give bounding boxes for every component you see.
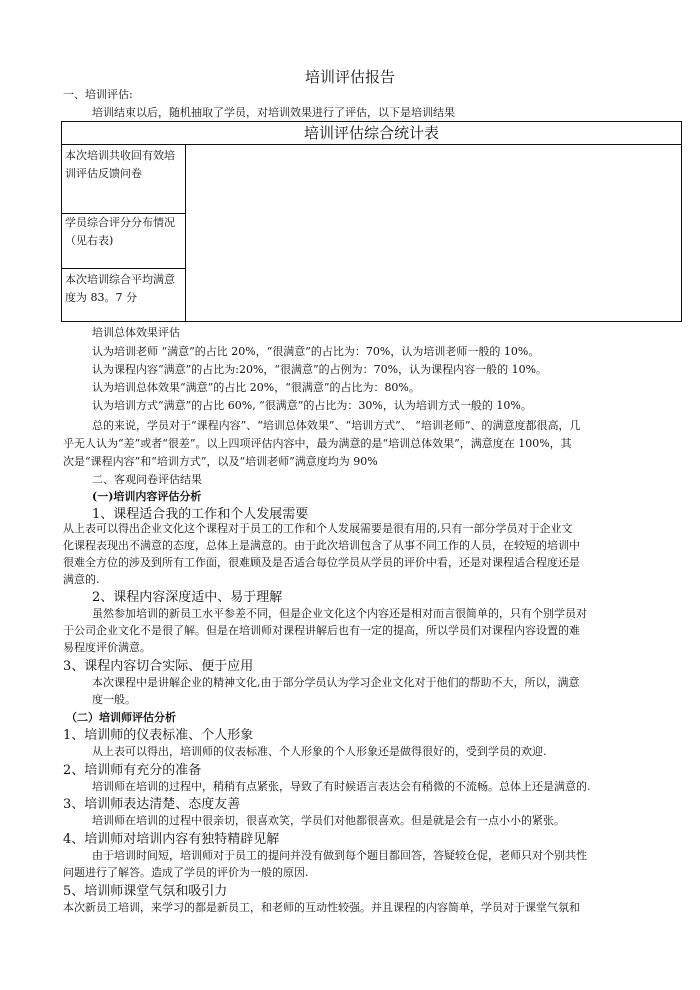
content-item-line: 满意的.: [63, 573, 100, 586]
stat-table-row-text: 本次培训综合平均满意度为 83。7 分: [65, 273, 175, 304]
trainer-item-line: 问题进行了解答。造成了学员的评价为一般的原因.: [63, 866, 309, 879]
trainer-item-title: 5、培训师课堂气氛和吸引力: [63, 884, 228, 899]
section-1-heading: 一、培训评估:: [63, 88, 133, 101]
stat-table-row-label: [62, 145, 186, 214]
trainer-item-text: 培训师在培训的过程中，稍稍有点紧张，导致了有时候语言表达会有稍微的不流畅。总体上还是满意的.: [92, 780, 591, 793]
content-item-title: 2、课程内容深度适中、易于理解: [92, 590, 283, 605]
content-item-line: 于公司企业文化不是很了解。但是在培训师对课程讲解后也有一定的提高，所以学员们对课程内容设置的难: [63, 624, 580, 637]
content-item-title: 1、课程适合我的工作和个人发展需要: [92, 507, 309, 522]
effect-line: 认为培训老师 “满意”的占比 20%，“很满意”的占比为：70%，认为培训老师一般的 10%。: [92, 345, 540, 358]
effect-line: 认为培训方式“满意”的占比 60%, “很满意”的占比为：30%，认为培训方式一般的 10%。: [92, 399, 532, 412]
trainer-item-title: 3、培训师表达清楚、态度友善: [63, 797, 241, 812]
stat-table-row-label: [62, 269, 186, 322]
content-item-line: 从上表可以得出企业文化这个课程对于员工的工作和个人发展需要是很有用的,只有一部分学员对于企业文: [63, 522, 573, 535]
trainer-item-title: 4、培训师对培训内容有独特精辟见解: [63, 832, 280, 847]
trainer-item-text: 从上表可以得出，培训师的仪表标准、个人形象的个人形象还是做得很好的，受到学员的欢迎.: [92, 745, 547, 758]
trainer-analysis-heading: （二）培训师评估分析: [66, 711, 176, 724]
content-item-line: 虽然参加培训的新员工水平参差不同，但是企业文化这个内容还是相对而言很简单的，只有个别学员对: [92, 607, 587, 620]
section-1-intro: 培训结束以后，随机抽取了学员，对培训效果进行了评估，以下是培训结果: [92, 106, 455, 119]
effect-summary-line: 总的来说，学员对于“课程内容”、“培训总体效果”、“培训方式”、 “培训老师”、的满意度都很高，几: [92, 419, 581, 432]
trainer-item-text: 培训师在培训的过程中很亲切，很喜欢笑，学员们对他都很喜欢。但是就是会有一点小小的紧张。: [92, 814, 565, 827]
content-analysis-heading: (一)培训内容评估分析: [92, 490, 202, 503]
stat-table: [61, 121, 682, 322]
trainer-item-title: 2、培训师有充分的准备: [63, 763, 202, 778]
content-item-line: 本次课程中是讲解企业的精神文化,由于部分学员认为学习企业文化对于他们的帮助不大，所以，满意: [92, 676, 580, 689]
effect-summary-line: 次是“课程内容”和“培训方式”，以及“培训老师”满意度均为 90%: [63, 455, 378, 468]
stat-table-row-label: [62, 214, 186, 269]
trainer-item-title: 1、培训师的仪表标准、个人形象: [63, 728, 254, 743]
section-2-heading: 二、客观问卷评估结果: [92, 473, 202, 486]
document-title: 培训评估报告: [304, 68, 395, 86]
stat-table-row-text: 本次培训共收回有效培训评估反馈问卷: [65, 149, 175, 180]
effect-heading: 培训总体效果评估: [92, 326, 180, 339]
content-item-title: 3、课程内容切合实际、便于应用: [63, 659, 254, 674]
stat-table-title: 培训评估综合统计表: [62, 122, 682, 145]
effect-line: 认为培训总体效果“满意”的占比 20%，“很满意”的占比为：80%。: [92, 381, 420, 394]
content-item-line: 度一般。: [92, 693, 136, 706]
content-item-line: 化课程表现出不满意的态度，总体上是满意的。由于此次培训包含了从事不同工作的人员，在较短的培训中: [63, 539, 580, 552]
content-item-line: 很难全方位的涉及到所有工作面，很难顾及是否适合每位学员从学员的评价中看，还是对课程适合程度还是: [63, 556, 580, 569]
trainer-item-line: 本次新员工培训，来学习的都是新员工，和老师的互动性较强。并且课程的内容简单，学员对于课堂气氛和: [63, 901, 580, 914]
stat-table-chart-area: [186, 145, 682, 322]
stat-table-row-text: 学员综合评分分布情况（见右表): [65, 216, 175, 247]
content-item-line: 易程度评价满意。: [63, 641, 151, 654]
effect-line: 认为课程内容“满意”的占比为:20%，“很满意”的占例为：70%，认为课程内容一般的 10%。: [92, 363, 548, 376]
trainer-item-line: 由于培训时间短，培训师对于员工的提问并没有做到每个题目都回答，答疑较仓促，老师只对个别共性: [92, 849, 587, 862]
effect-summary-line: 乎无人认为“差”或者“很差”。以上四项评估内容中，最为满意的是“培训总体效果”，满意度在 100%，其: [63, 437, 572, 450]
